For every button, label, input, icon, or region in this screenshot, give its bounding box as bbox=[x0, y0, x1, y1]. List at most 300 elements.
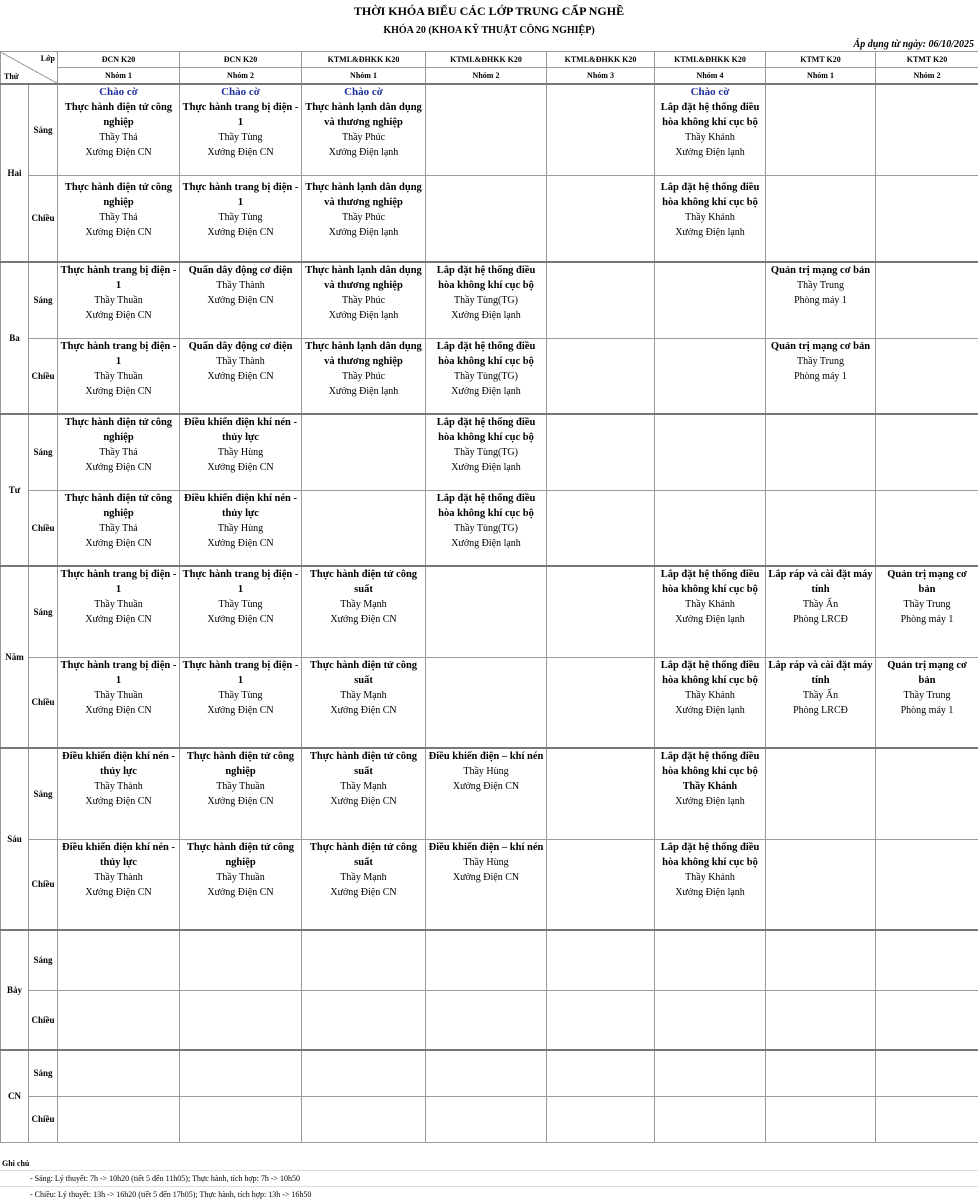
teacher-name: Thầy Ấn bbox=[766, 597, 875, 612]
room-name: Xưởng Điện lạnh bbox=[426, 308, 546, 323]
lesson-block bbox=[302, 567, 425, 627]
session-label: Chiều bbox=[29, 1096, 58, 1142]
schedule-cell bbox=[655, 175, 766, 262]
room-name: Xưởng Điện CN bbox=[180, 369, 301, 384]
schedule-cell bbox=[876, 262, 978, 338]
schedule-cell bbox=[58, 262, 180, 338]
subject-name: Thực hành trang bị điện - 1 bbox=[180, 567, 301, 597]
teacher-name: Thầy Tùng bbox=[180, 210, 301, 225]
schedule-cell bbox=[655, 930, 766, 990]
room-name: Xưởng Điện lạnh bbox=[426, 536, 546, 551]
day-label: Tư bbox=[1, 414, 29, 566]
group-header: Nhóm 3 bbox=[547, 68, 655, 85]
subject-name: Quản trị mạng cơ bản bbox=[766, 263, 875, 278]
header-row-classes bbox=[1, 52, 978, 68]
schedule-cell bbox=[302, 84, 426, 175]
flag-ceremony-label: Chào cờ bbox=[58, 85, 179, 100]
room-name: Xưởng Điện CN bbox=[302, 885, 425, 900]
day-label: Sáu bbox=[1, 748, 29, 930]
schedule-cell bbox=[547, 262, 655, 338]
schedule-cell bbox=[302, 1096, 426, 1142]
room-name: Xưởng Điện CN bbox=[58, 145, 179, 160]
page-title: THỜI KHÓA BIỂU CÁC LỚP TRUNG CẤP NGHỀ bbox=[0, 4, 978, 19]
schedule-cell bbox=[766, 1050, 876, 1096]
session-label: Sáng bbox=[29, 84, 58, 175]
schedule-cell bbox=[180, 990, 302, 1050]
day-label: CN bbox=[1, 1050, 29, 1142]
schedule-cell bbox=[58, 657, 180, 748]
room-name: Xưởng Điện CN bbox=[302, 703, 425, 718]
class-header: KTML&ĐHKK K20 bbox=[547, 52, 655, 68]
lesson-block bbox=[876, 658, 978, 718]
room-name: Xưởng Điện CN bbox=[180, 536, 301, 551]
schedule-cell bbox=[876, 414, 978, 490]
lesson-block bbox=[180, 749, 301, 809]
session-row bbox=[1, 490, 978, 566]
room-name: Xưởng Điện CN bbox=[58, 536, 179, 551]
schedule-cell bbox=[547, 566, 655, 657]
subject-name: Lắp đặt hệ thống điều hòa không khí cục bộ bbox=[426, 415, 546, 445]
schedule-cell bbox=[547, 657, 655, 748]
teacher-name: Thầy Thả bbox=[58, 445, 179, 460]
subject-name: Lắp đặt hệ thống điều hòa không khí cục bộ bbox=[655, 840, 765, 870]
page-subtitle: KHÓA 20 (KHOA KỸ THUẬT CÔNG NGHIỆP) bbox=[0, 25, 978, 36]
lesson-block bbox=[302, 840, 425, 900]
flag-ceremony-label: Chào cờ bbox=[655, 85, 765, 100]
lesson-block bbox=[426, 749, 546, 794]
room-name: Xưởng Điện lạnh bbox=[302, 384, 425, 399]
room-name: Xưởng Điện CN bbox=[180, 293, 301, 308]
schedule-cell bbox=[655, 1050, 766, 1096]
schedule-cell bbox=[876, 490, 978, 566]
room-name: Xưởng Điện CN bbox=[180, 225, 301, 240]
schedule-cell bbox=[180, 566, 302, 657]
schedule-cell bbox=[58, 748, 180, 839]
schedule-cell bbox=[876, 657, 978, 748]
schedule-cell bbox=[180, 1050, 302, 1096]
room-name: Xưởng Điện CN bbox=[58, 885, 179, 900]
schedule-cell bbox=[180, 175, 302, 262]
teacher-name: Thầy Hùng bbox=[180, 445, 301, 460]
corner-lop-label: Lớp bbox=[41, 54, 55, 63]
schedule-cell bbox=[302, 338, 426, 414]
subject-name: Thực hành điện tử công nghiệp bbox=[58, 180, 179, 210]
subject-name: Thực hành trang bị điện - 1 bbox=[58, 658, 179, 688]
session-label: Chiều bbox=[29, 839, 58, 930]
subject-name: Thực hành điện tử công nghiệp bbox=[58, 491, 179, 521]
teacher-name: Thầy Mạnh bbox=[302, 688, 425, 703]
teacher-name: Thầy Thuần bbox=[58, 597, 179, 612]
subject-name: Thực hành trang bị điện - 1 bbox=[58, 339, 179, 369]
teacher-name: Thầy Khánh bbox=[655, 688, 765, 703]
lesson-block bbox=[302, 176, 425, 240]
session-row bbox=[1, 657, 978, 748]
class-header: KTML&ĐHKK K20 bbox=[302, 52, 426, 68]
lesson-block bbox=[58, 263, 179, 323]
subject-name: Thực hành điện tử công suất bbox=[302, 658, 425, 688]
subject-name: Quản trị mạng cơ bản bbox=[876, 658, 978, 688]
schedule-cell bbox=[302, 490, 426, 566]
lesson-block bbox=[302, 749, 425, 809]
teacher-name: Thầy Tùng(TG) bbox=[426, 521, 546, 536]
session-label: Sáng bbox=[29, 566, 58, 657]
room-name: Xưởng Điện CN bbox=[58, 384, 179, 399]
schedule-cell bbox=[58, 338, 180, 414]
teacher-name: Thầy Thành bbox=[58, 779, 179, 794]
room-name: Xưởng Điện CN bbox=[58, 703, 179, 718]
schedule-cell bbox=[876, 990, 978, 1050]
schedule-cell bbox=[426, 839, 547, 930]
lesson-block bbox=[766, 658, 875, 718]
schedule-cell bbox=[426, 1096, 547, 1142]
lesson-block bbox=[766, 263, 875, 308]
teacher-name: Thầy Ấn bbox=[766, 688, 875, 703]
schedule-cell bbox=[655, 1096, 766, 1142]
subject-name: Điều khiển điện khí nén - thủy lực bbox=[180, 491, 301, 521]
session-label: Sáng bbox=[29, 1050, 58, 1096]
room-name: Xưởng Điện lạnh bbox=[655, 885, 765, 900]
room-name: Xưởng Điện CN bbox=[180, 460, 301, 475]
teacher-name: Thầy Hùng bbox=[426, 855, 546, 870]
subject-name: Thực hành trang bị điện - 1 bbox=[180, 100, 301, 130]
corner-cell bbox=[1, 52, 58, 85]
lesson-block bbox=[58, 339, 179, 399]
schedule-cell bbox=[655, 839, 766, 930]
lesson-block bbox=[180, 339, 301, 384]
teacher-name: Thầy Khánh bbox=[655, 130, 765, 145]
lesson-block bbox=[58, 176, 179, 240]
teacher-name: Thầy Hùng bbox=[426, 764, 546, 779]
lesson-block bbox=[426, 415, 546, 475]
notes-section bbox=[0, 1157, 978, 1202]
teacher-name: Thầy Phúc bbox=[302, 130, 425, 145]
schedule-cell bbox=[655, 84, 766, 175]
lesson-block bbox=[180, 491, 301, 551]
lesson-block bbox=[426, 840, 546, 885]
schedule-cell bbox=[766, 262, 876, 338]
lesson-block bbox=[766, 339, 875, 384]
lesson-block bbox=[302, 339, 425, 399]
schedule-cell bbox=[302, 175, 426, 262]
lesson-block bbox=[58, 840, 179, 900]
session-row bbox=[1, 338, 978, 414]
subject-name: Thực hành lạnh dân dụng và thương nghiệp bbox=[302, 180, 425, 210]
room-name: Xưởng Điện CN bbox=[302, 612, 425, 627]
subject-name: Lắp ráp và cài đặt máy tính bbox=[766, 658, 875, 688]
session-label: Sáng bbox=[29, 930, 58, 990]
schedule-cell bbox=[766, 84, 876, 175]
session-row bbox=[1, 414, 978, 490]
teacher-name: Thầy Thuần bbox=[180, 779, 301, 794]
schedule-cell bbox=[58, 490, 180, 566]
teacher-name: Thầy Phúc bbox=[302, 293, 425, 308]
schedule-cell bbox=[426, 930, 547, 990]
room-name: Xưởng Điện CN bbox=[180, 885, 301, 900]
teacher-name: Thầy Khánh bbox=[655, 870, 765, 885]
subject-name: Điều khiển điện – khí nén bbox=[426, 749, 546, 764]
schedule-cell bbox=[302, 839, 426, 930]
class-header: KTML&ĐHKK K20 bbox=[655, 52, 766, 68]
lesson-block bbox=[58, 567, 179, 627]
teacher-name: Thầy Trung bbox=[766, 354, 875, 369]
room-name: Xưởng Điện lạnh bbox=[426, 384, 546, 399]
schedule-cell bbox=[876, 748, 978, 839]
session-row bbox=[1, 748, 978, 839]
schedule-cell bbox=[426, 748, 547, 839]
lesson-block bbox=[876, 567, 978, 627]
subject-name: Lắp đặt hệ thống điều hòa không khí cục bộ bbox=[426, 263, 546, 293]
schedule-cell bbox=[180, 657, 302, 748]
schedule-cell bbox=[58, 930, 180, 990]
schedule-cell bbox=[655, 414, 766, 490]
schedule-cell bbox=[426, 657, 547, 748]
schedule-cell bbox=[876, 930, 978, 990]
room-name: Xưởng Điện CN bbox=[58, 460, 179, 475]
teacher-name: Thầy Mạnh bbox=[302, 870, 425, 885]
teacher-name: Thầy Thuần bbox=[180, 870, 301, 885]
class-header: KTMT K20 bbox=[876, 52, 978, 68]
lesson-block bbox=[180, 658, 301, 718]
schedule-cell bbox=[655, 990, 766, 1050]
lesson-block bbox=[655, 176, 765, 240]
schedule-cell bbox=[302, 990, 426, 1050]
subject-name: Điều khiển điện khí nén - thủy lực bbox=[58, 749, 179, 779]
room-name: Xưởng Điện CN bbox=[180, 612, 301, 627]
subject-name: Thực hành lạnh dân dụng và thương nghiệp bbox=[302, 263, 425, 293]
schedule-cell bbox=[547, 1096, 655, 1142]
teacher-name: Thầy Trung bbox=[876, 688, 978, 703]
session-label: Chiều bbox=[29, 990, 58, 1050]
room-name: Xưởng Điện CN bbox=[426, 779, 546, 794]
schedule-cell bbox=[876, 839, 978, 930]
subject-name: Thực hành điện tử công nghiệp bbox=[58, 415, 179, 445]
subject-name: Lắp ráp và cài đặt máy tính bbox=[766, 567, 875, 597]
session-label: Sáng bbox=[29, 414, 58, 490]
teacher-name: Thầy Thành bbox=[58, 870, 179, 885]
schedule-cell bbox=[426, 414, 547, 490]
schedule-cell bbox=[302, 566, 426, 657]
schedule-cell bbox=[655, 748, 766, 839]
schedule-cell bbox=[58, 1096, 180, 1142]
timetable bbox=[0, 51, 978, 1143]
session-label: Chiều bbox=[29, 657, 58, 748]
group-header: Nhóm 1 bbox=[58, 68, 180, 85]
room-name: Phòng LRCĐ bbox=[766, 703, 875, 718]
teacher-name: Thầy Khánh bbox=[655, 779, 765, 794]
lesson-block bbox=[180, 263, 301, 308]
lesson-block bbox=[655, 85, 765, 160]
room-name: Xưởng Điện CN bbox=[58, 308, 179, 323]
subject-name: Thực hành điện tử công nghiệp bbox=[180, 749, 301, 779]
schedule-cell bbox=[426, 84, 547, 175]
room-name: Xưởng Điện CN bbox=[58, 794, 179, 809]
teacher-name: Thầy Thuần bbox=[58, 688, 179, 703]
schedule-cell bbox=[426, 1050, 547, 1096]
lesson-block bbox=[180, 85, 301, 160]
subject-name: Thực hành điện tử công nghiệp bbox=[180, 840, 301, 870]
teacher-name: Thầy Thả bbox=[58, 521, 179, 536]
subject-name: Thực hành điện tử công nghiệp bbox=[58, 100, 179, 130]
schedule-cell bbox=[426, 990, 547, 1050]
notes-line: - Sáng: Lý thuyết: 7h -> 10h20 (tiết 5 đến 11h05); Thực hành, tích hợp: 7h -> 10h50 bbox=[0, 1170, 978, 1186]
schedule-cell bbox=[655, 262, 766, 338]
notes-heading: Ghi chú bbox=[0, 1157, 978, 1170]
lesson-block bbox=[302, 85, 425, 160]
session-label: Chiều bbox=[29, 490, 58, 566]
session-row bbox=[1, 839, 978, 930]
teacher-name: Thầy Hùng bbox=[180, 521, 301, 536]
schedule-cell bbox=[766, 657, 876, 748]
subject-name: Thực hành điện tử công suất bbox=[302, 567, 425, 597]
schedule-cell bbox=[426, 262, 547, 338]
schedule-cell bbox=[547, 990, 655, 1050]
subject-name: Điều khiển điện khí nén - thủy lực bbox=[58, 840, 179, 870]
teacher-name: Thầy Phúc bbox=[302, 369, 425, 384]
subject-name: Thực hành lạnh dân dụng và thương nghiệp bbox=[302, 339, 425, 369]
teacher-name: Thầy Khánh bbox=[655, 597, 765, 612]
room-name: Xưởng Điện lạnh bbox=[655, 145, 765, 160]
lesson-block bbox=[426, 491, 546, 551]
schedule-cell bbox=[180, 748, 302, 839]
day-label: Năm bbox=[1, 566, 29, 748]
teacher-name: Thầy Khánh bbox=[655, 210, 765, 225]
subject-name: Lắp đặt hệ thống điều hòa không khí cục bộ bbox=[655, 180, 765, 210]
class-header: KTML&ĐHKK K20 bbox=[426, 52, 547, 68]
lesson-block bbox=[180, 567, 301, 627]
schedule-cell bbox=[655, 490, 766, 566]
schedule-cell bbox=[302, 262, 426, 338]
lesson-block bbox=[58, 415, 179, 475]
subject-name: Quấn dây động cơ điện bbox=[180, 339, 301, 354]
schedule-cell bbox=[58, 990, 180, 1050]
room-name: Xưởng Điện lạnh bbox=[302, 145, 425, 160]
schedule-cell bbox=[766, 338, 876, 414]
teacher-name: Thầy Trung bbox=[876, 597, 978, 612]
schedule-cell bbox=[58, 839, 180, 930]
schedule-cell bbox=[58, 175, 180, 262]
schedule-cell bbox=[302, 657, 426, 748]
teacher-name: Thầy Tùng(TG) bbox=[426, 293, 546, 308]
schedule-cell bbox=[876, 175, 978, 262]
subject-name: Lắp đặt hệ thống điều hòa không khí cục bộ bbox=[655, 658, 765, 688]
teacher-name: Thầy Tùng bbox=[180, 688, 301, 703]
header-row-groups bbox=[1, 68, 978, 85]
teacher-name: Thầy Thuần bbox=[58, 369, 179, 384]
room-name: Phòng máy 1 bbox=[876, 703, 978, 718]
class-header: KTMT K20 bbox=[766, 52, 876, 68]
schedule-cell bbox=[180, 490, 302, 566]
schedule-cell bbox=[655, 566, 766, 657]
schedule-cell bbox=[302, 414, 426, 490]
notes-line: - Chiều: Lý thuyết: 13h -> 16h20 (tiết 5 đến 17h05); Thực hành, tích hợp: 13h -> 16h50 bbox=[0, 1186, 978, 1202]
schedule-cell bbox=[426, 338, 547, 414]
schedule-cell bbox=[655, 338, 766, 414]
schedule-cell bbox=[426, 566, 547, 657]
schedule-cell bbox=[58, 84, 180, 175]
lesson-block bbox=[180, 840, 301, 900]
teacher-name: Thầy Thuần bbox=[58, 293, 179, 308]
group-header: Nhóm 2 bbox=[426, 68, 547, 85]
teacher-name: Thầy Thả bbox=[58, 210, 179, 225]
lesson-block bbox=[302, 263, 425, 323]
schedule-cell bbox=[180, 414, 302, 490]
schedule-cell bbox=[876, 84, 978, 175]
day-label: Bảy bbox=[1, 930, 29, 1050]
subject-name: Thực hành điện tử công suất bbox=[302, 749, 425, 779]
room-name: Xưởng Điện lạnh bbox=[426, 460, 546, 475]
subject-name: Điều khiển điện khí nén - thủy lực bbox=[180, 415, 301, 445]
subject-name: Lắp đặt hệ thống điều hòa không khí cục bộ bbox=[655, 749, 765, 779]
lesson-block bbox=[180, 415, 301, 475]
schedule-cell bbox=[547, 930, 655, 990]
room-name: Xưởng Điện CN bbox=[302, 794, 425, 809]
subject-name: Quản trị mạng cơ bản bbox=[766, 339, 875, 354]
schedule-cell bbox=[302, 930, 426, 990]
teacher-name: Thầy Tùng(TG) bbox=[426, 445, 546, 460]
teacher-name: Thầy Thả bbox=[58, 130, 179, 145]
teacher-name: Thầy Tùng bbox=[180, 130, 301, 145]
schedule-cell bbox=[547, 1050, 655, 1096]
schedule-cell bbox=[766, 748, 876, 839]
subject-name: Lắp đặt hệ thống điều hòa không khí cục bộ bbox=[426, 491, 546, 521]
room-name: Xưởng Điện lạnh bbox=[655, 612, 765, 627]
schedule-cell bbox=[58, 1050, 180, 1096]
schedule-cell bbox=[766, 839, 876, 930]
subject-name: Thực hành trang bị điện - 1 bbox=[180, 658, 301, 688]
subject-name: Lắp đặt hệ thống điều hòa không khí cục bộ bbox=[426, 339, 546, 369]
room-name: Xưởng Điện lạnh bbox=[655, 794, 765, 809]
schedule-cell bbox=[547, 748, 655, 839]
teacher-name: Thầy Tùng(TG) bbox=[426, 369, 546, 384]
schedule-cell bbox=[766, 566, 876, 657]
subject-name: Thực hành lạnh dân dụng và thương nghiệp bbox=[302, 100, 425, 130]
schedule-cell bbox=[180, 262, 302, 338]
session-row bbox=[1, 1096, 978, 1142]
session-row bbox=[1, 175, 978, 262]
room-name: Xưởng Điện lạnh bbox=[302, 225, 425, 240]
schedule-cell bbox=[766, 175, 876, 262]
teacher-name: Thầy Thành bbox=[180, 278, 301, 293]
subject-name: Thực hành trang bị điện - 1 bbox=[58, 263, 179, 293]
lesson-block bbox=[766, 567, 875, 627]
schedule-cell bbox=[766, 930, 876, 990]
teacher-name: Thầy Tùng bbox=[180, 597, 301, 612]
session-row bbox=[1, 1050, 978, 1096]
room-name: Phòng máy 1 bbox=[766, 369, 875, 384]
lesson-block bbox=[655, 840, 765, 900]
session-label: Sáng bbox=[29, 748, 58, 839]
group-header: Nhóm 4 bbox=[655, 68, 766, 85]
session-label: Chiều bbox=[29, 338, 58, 414]
schedule-cell bbox=[58, 566, 180, 657]
applied-date: Áp dụng từ ngày: 06/10/2025 bbox=[854, 39, 974, 50]
schedule-cell bbox=[547, 414, 655, 490]
room-name: Xưởng Điện CN bbox=[58, 225, 179, 240]
teacher-name: Thầy Trung bbox=[766, 278, 875, 293]
session-row bbox=[1, 990, 978, 1050]
schedule-cell bbox=[180, 338, 302, 414]
schedule-cell bbox=[180, 930, 302, 990]
schedule-cell bbox=[547, 175, 655, 262]
schedule-cell bbox=[180, 1096, 302, 1142]
room-name: Phòng máy 1 bbox=[876, 612, 978, 627]
room-name: Xưởng Điện lạnh bbox=[655, 703, 765, 718]
teacher-name: Thầy Mạnh bbox=[302, 597, 425, 612]
lesson-block bbox=[655, 658, 765, 718]
session-label: Sáng bbox=[29, 262, 58, 338]
timetable-body bbox=[1, 84, 978, 1142]
room-name: Phòng máy 1 bbox=[766, 293, 875, 308]
